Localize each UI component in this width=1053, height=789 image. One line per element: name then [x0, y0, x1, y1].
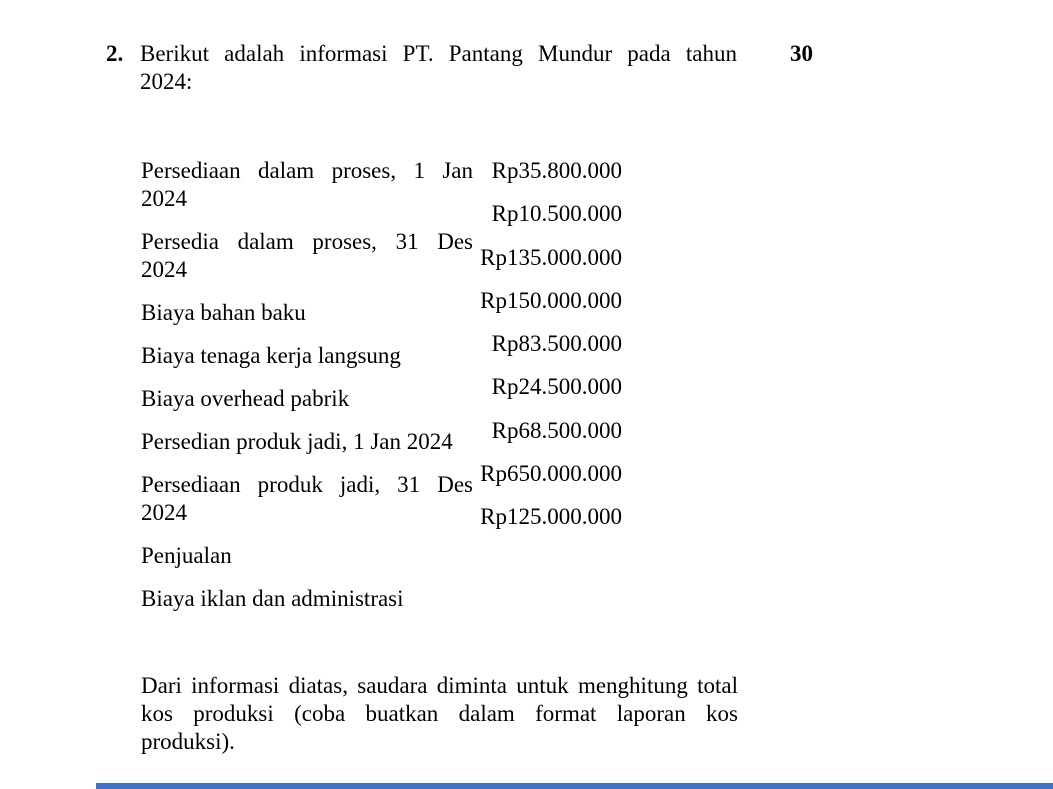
info-value: Rp68.500.000 [491, 417, 622, 443]
info-label [141, 428, 473, 456]
instruction-line-1: Dari informasi diatas, saudara diminta untuk menghitung total [141, 673, 738, 698]
info-label-line: Penjualan [141, 543, 232, 568]
info-label-line: Persediaan dalam proses, 1 Jan [141, 158, 473, 183]
info-label-line: 2024 [141, 257, 187, 282]
info-value: Rp150.000.000 [480, 287, 622, 313]
heading-line-2: 2024: [140, 69, 193, 94]
info-label-line: Biaya overhead pabrik [141, 386, 350, 411]
info-value: Rp125.000.000 [480, 504, 622, 530]
instruction-line-2: kos produksi (coba buatkan dalam format laporan kos [141, 701, 738, 726]
info-value: Rp650.000.000 [480, 461, 622, 487]
info-label [141, 157, 473, 213]
info-value: Rp24.500.000 [491, 374, 622, 400]
info-label-line: Persedian produk jadi, 1 Jan 2024 [141, 429, 453, 454]
info-label [141, 471, 473, 527]
info-label [141, 385, 473, 413]
info-label-line: Biaya tenaga kerja langsung [141, 343, 401, 368]
info-values-column [478, 157, 622, 547]
info-label [141, 585, 473, 613]
instruction-paragraph [141, 672, 738, 756]
info-label [141, 342, 473, 370]
info-label [141, 542, 473, 570]
question-number: 2. [106, 41, 124, 66]
cropped-next-element-bar [96, 783, 1053, 789]
info-label [141, 228, 473, 284]
info-value: Rp135.000.000 [480, 244, 622, 270]
points-value: 30 [790, 41, 813, 66]
info-value: Rp10.500.000 [491, 201, 622, 227]
heading-line-1: Berikut adalah informasi PT. Pantang Mundur pada tahun [140, 41, 737, 66]
info-label [141, 299, 473, 327]
info-value: Rp35.800.000 [491, 158, 622, 183]
info-label-line: Persediaan produk jadi, 31 Des [141, 472, 473, 497]
info-value: Rp83.500.000 [491, 331, 622, 357]
info-label-line: 2024 [141, 186, 187, 211]
question-heading [140, 40, 737, 96]
info-label-line: Biaya iklan dan administrasi [141, 586, 404, 611]
info-label-line: 2024 [141, 500, 187, 525]
info-label-line: Persedia dalam proses, 31 Des [141, 229, 473, 254]
info-label-line: Biaya bahan baku [141, 300, 306, 325]
instruction-line-3: produksi). [141, 729, 235, 754]
info-labels-column [141, 157, 473, 628]
